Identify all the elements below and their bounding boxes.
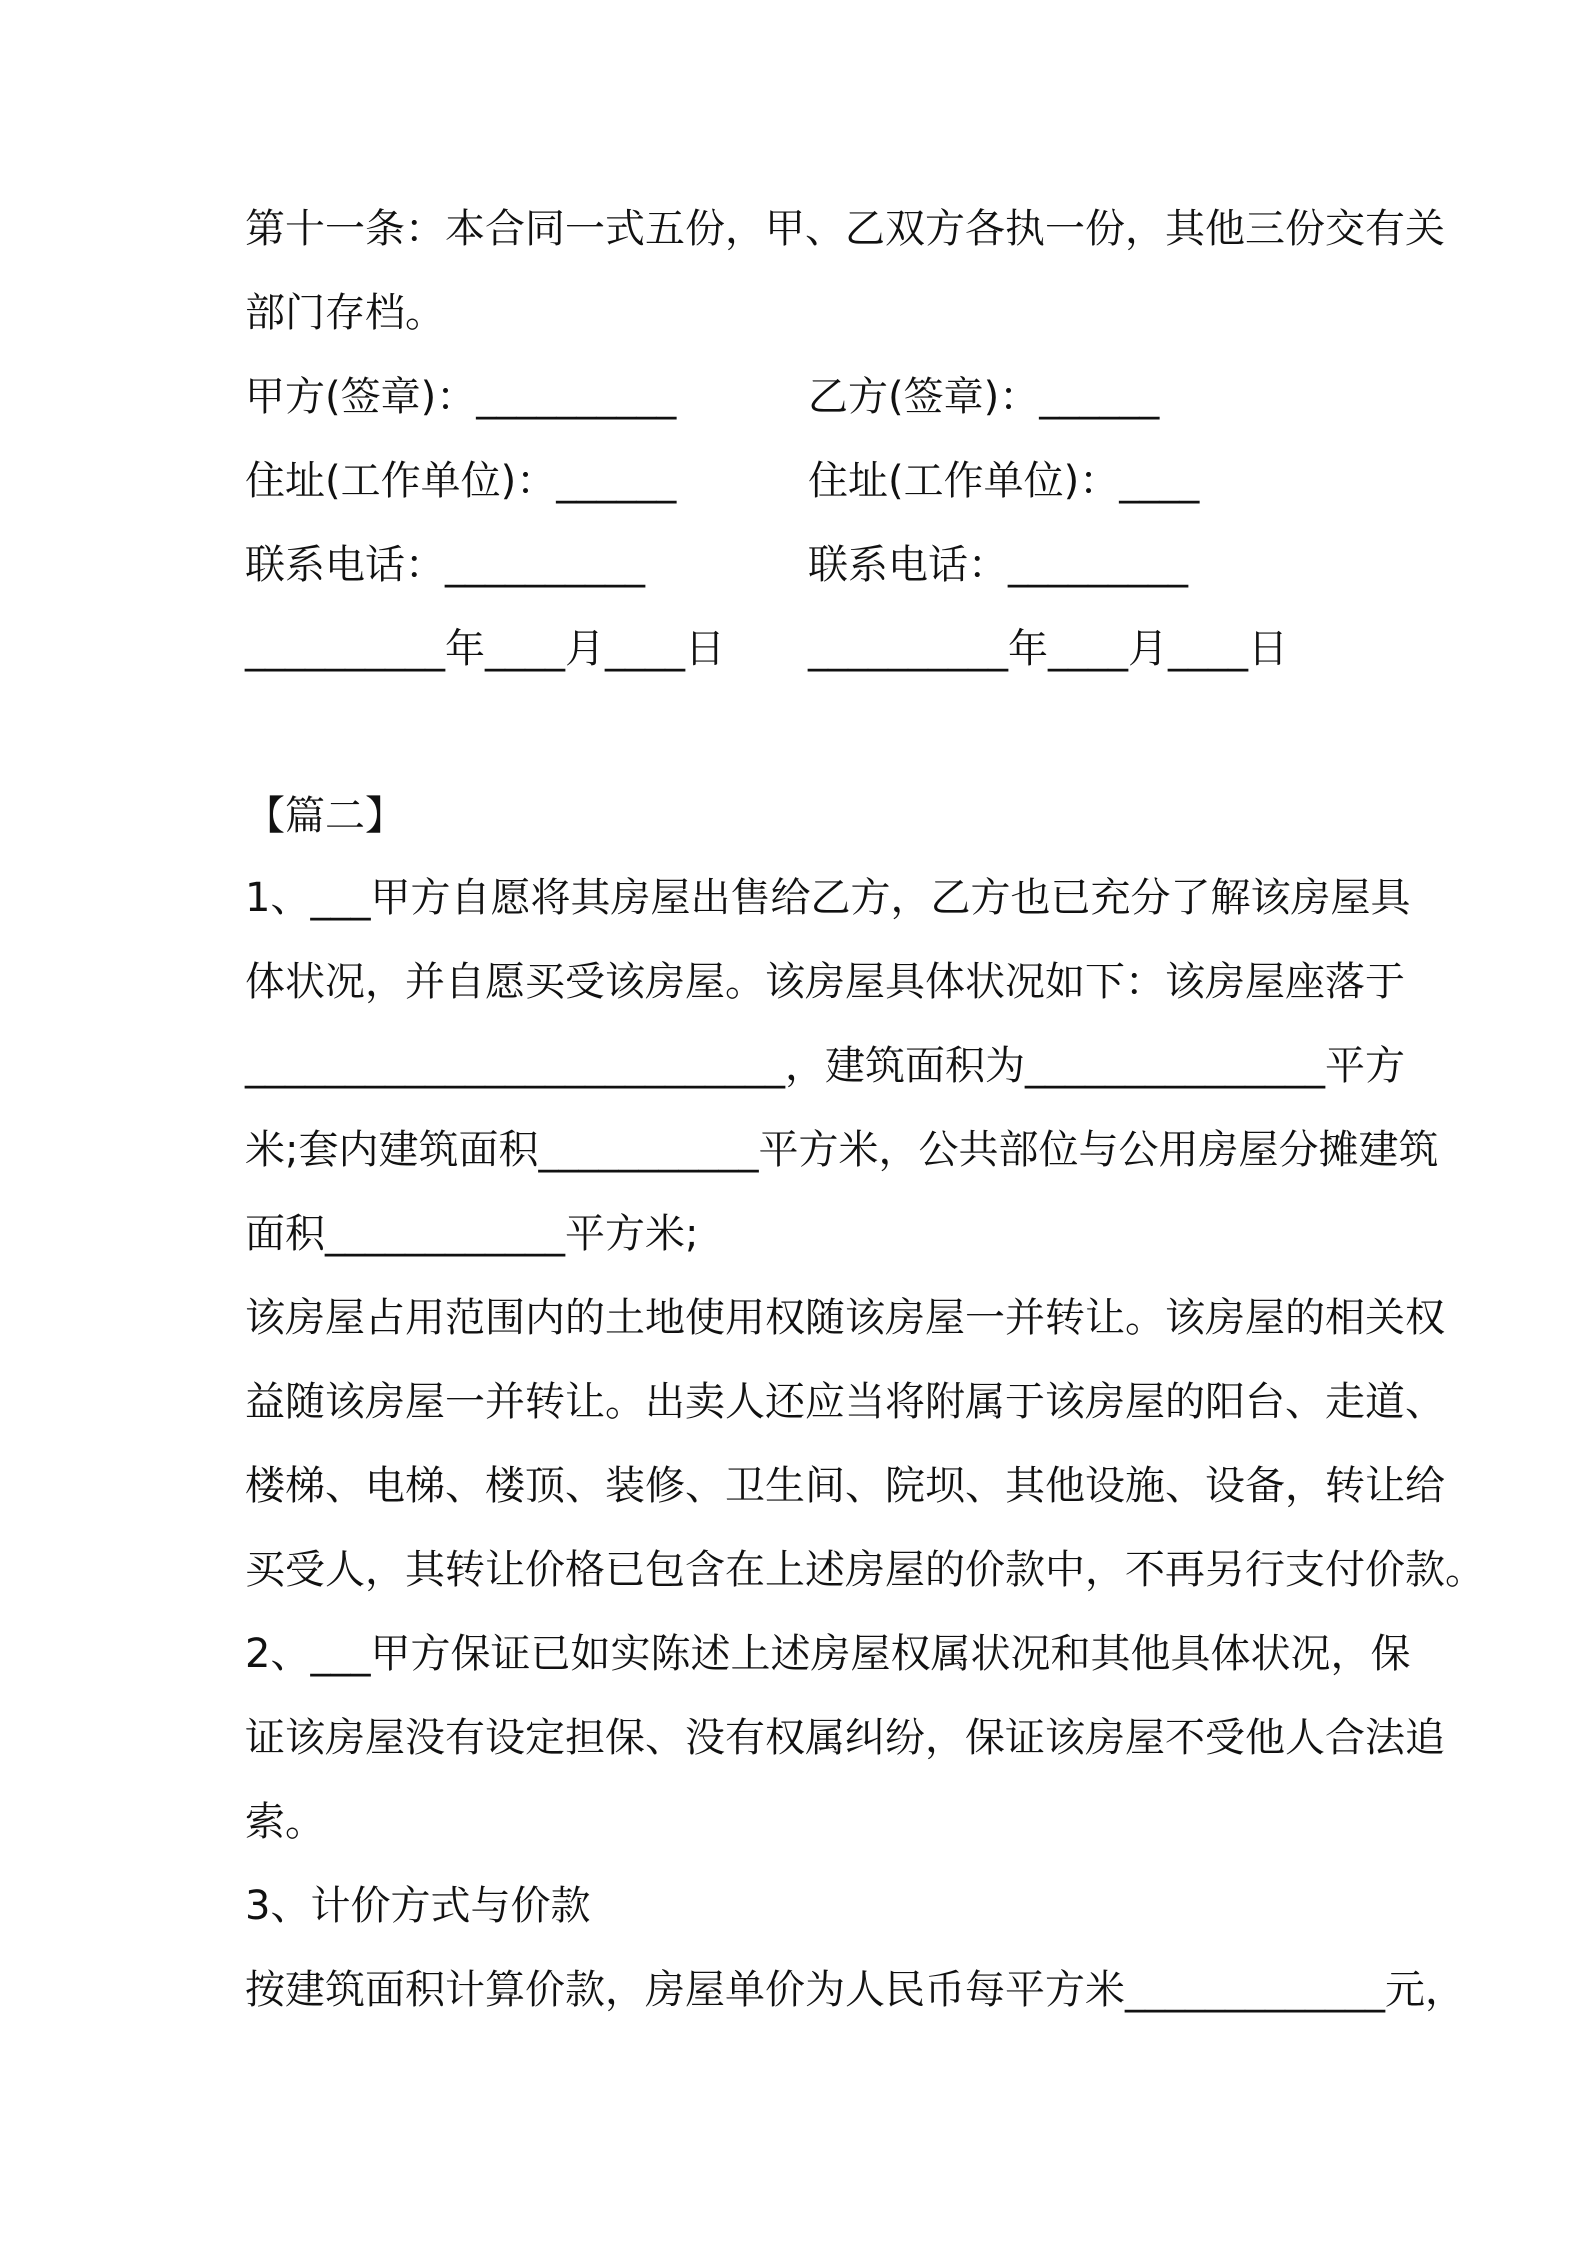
clause-1-line: 买受人，其转让价格已包含在上述房屋的价款中，不再另行支付价款。 [245, 1547, 1485, 1593]
article-11-line-1: 第十一条：本合同一式五份，甲、乙双方各执一份，其他三份交有关 [245, 206, 1445, 252]
party-a-date: __________年____月____日 [245, 626, 725, 672]
party-a-signature: 甲方(签章)：__________ [245, 374, 677, 420]
clause-2-line: 证该房屋没有设定担保、没有权属纠纷，保证该房屋不受他人合法追 [245, 1715, 1445, 1761]
party-b-phone: 联系电话：_________ [808, 542, 1188, 588]
article-11-line-2: 部门存档。 [245, 290, 445, 336]
party-b-signature: 乙方(签章)：______ [808, 374, 1160, 420]
party-b-date: __________年____月____日 [808, 626, 1288, 672]
party-a-phone: 联系电话：__________ [245, 542, 645, 588]
clause-1-line: 面积____________平方米; [245, 1211, 699, 1257]
clause-3-heading: 3、计价方式与价款 [245, 1883, 591, 1929]
clause-1-line: 1、___甲方自愿将其房屋出售给乙方，乙方也已充分了解该房屋具 [245, 875, 1411, 921]
clause-1-line: 米;套内建筑面积___________平方米，公共部位与公用房屋分摊建筑 [245, 1127, 1439, 1173]
section-2-heading: 【篇二】 [245, 793, 405, 839]
clause-3-line: 按建筑面积计算价款，房屋单价为人民币每平方米_____________元， [245, 1967, 1465, 2013]
clause-1-line: 该房屋占用范围内的土地使用权随该房屋一并转让。该房屋的相关权 [245, 1295, 1445, 1341]
party-a-address: 住址(工作单位)：______ [245, 458, 677, 504]
clause-2-line: 2、___甲方保证已如实陈述上述房屋权属状况和其他具体状况，保 [245, 1631, 1411, 1677]
clause-1-line: 体状况，并自愿买受该房屋。该房屋具体状况如下：该房屋座落于 [245, 959, 1405, 1005]
clause-1-line: ___________________________，建筑面积为_______________平方 [245, 1043, 1405, 1089]
party-b-address: 住址(工作单位)：____ [808, 458, 1200, 504]
clause-1-line: 益随该房屋一并转让。出卖人还应当将附属于该房屋的阳台、走道、 [245, 1379, 1445, 1425]
clause-2-line: 索。 [245, 1799, 325, 1845]
clause-1-line: 楼梯、电梯、楼顶、装修、卫生间、院坝、其他设施、设备，转让给 [245, 1463, 1445, 1509]
